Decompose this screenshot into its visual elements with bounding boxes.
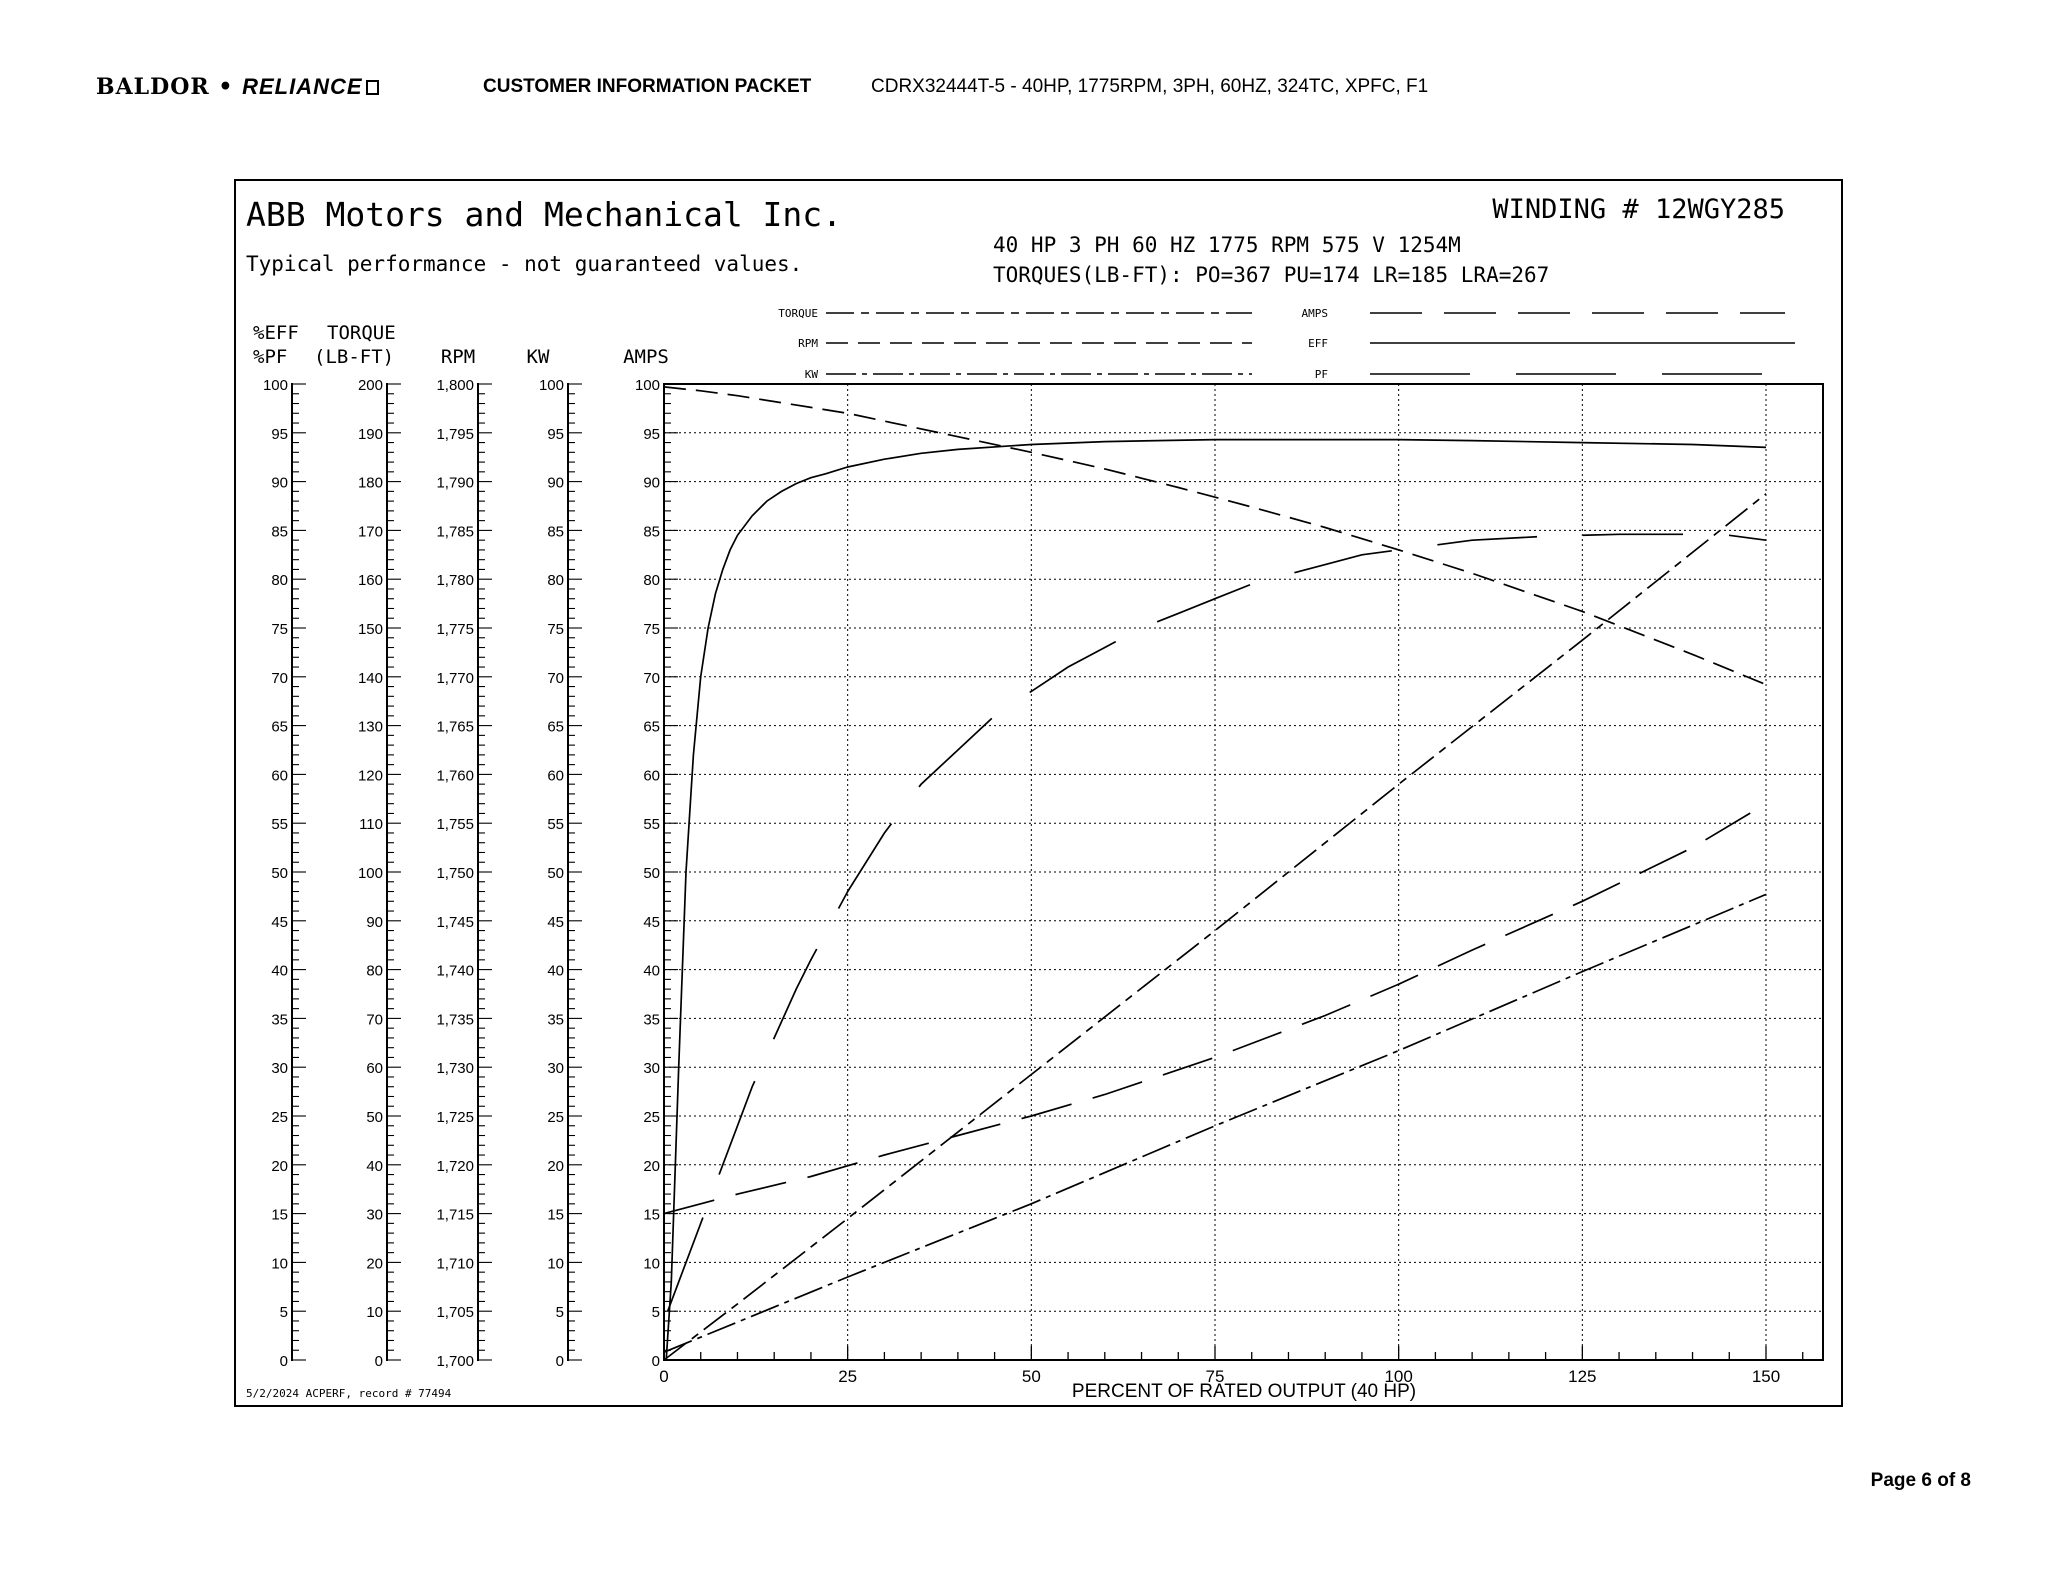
legend-label-pf: PF bbox=[1314, 368, 1328, 381]
x-tick-label: 75 bbox=[1205, 1367, 1225, 1386]
axis-3-tick-label: 1,700 bbox=[436, 1353, 474, 1370]
axis-2-tick-label: 140 bbox=[357, 669, 383, 687]
axis-3-tick-label: 1,755 bbox=[436, 816, 474, 834]
ratings-label: 40 HP 3 PH 60 HZ 1775 RPM 575 V 1254M bbox=[993, 233, 1461, 257]
axis-1-tick-label: 80 bbox=[271, 572, 288, 590]
axis-4-tick-label: 55 bbox=[547, 816, 564, 834]
kw-curve bbox=[664, 894, 1766, 1352]
axis-2-tick-label: 150 bbox=[357, 621, 383, 638]
axis-4-tick-label: 75 bbox=[547, 621, 564, 638]
axis-2-tick-label: 110 bbox=[359, 816, 383, 834]
x-tick-label: 125 bbox=[1568, 1367, 1597, 1386]
axis-2-tick-label: 180 bbox=[357, 474, 383, 492]
axis-4-tick-label: 60 bbox=[547, 767, 564, 785]
axis-3-tick-label: 1,705 bbox=[436, 1304, 474, 1322]
axis-1-tick-label: 30 bbox=[271, 1060, 288, 1078]
axis-2-tick-label: 200 bbox=[357, 377, 383, 394]
axis-1-tick-label: 50 bbox=[271, 865, 288, 882]
axis-4-tick-label: 5 bbox=[555, 1304, 564, 1322]
axis-3-tick-label: 1,760 bbox=[436, 767, 474, 785]
x-tick-label: 150 bbox=[1751, 1367, 1781, 1386]
axis-5-tick-label: 30 bbox=[643, 1060, 660, 1078]
axis-1-tick-label: 75 bbox=[271, 621, 288, 638]
x-axis-label: PERCENT OF RATED OUTPUT (40 HP) bbox=[1071, 1381, 1417, 1402]
axis-2-tick-label: 170 bbox=[357, 523, 383, 541]
torques-label: TORQUES(LB-FT): PO=367 PU=174 LR=185 LRA=267 bbox=[993, 263, 1550, 287]
axis-3-tick-label: 1,740 bbox=[436, 962, 474, 980]
axis-4-tick-label: 15 bbox=[547, 1206, 564, 1224]
axis-4-tick-label: 35 bbox=[547, 1011, 564, 1029]
axis-3-tick-label: 1,730 bbox=[436, 1060, 474, 1078]
axis-header-bottom: (LB-FT) bbox=[314, 346, 395, 368]
axis-4-tick-label: 50 bbox=[547, 865, 564, 882]
axis-header-bottom: KW bbox=[526, 346, 550, 368]
legend-label-amps: AMPS bbox=[1301, 307, 1328, 320]
axis-4-tick-label: 85 bbox=[547, 523, 564, 541]
x-tick-label: 50 bbox=[1021, 1367, 1041, 1386]
axis-3-tick-label: 1,745 bbox=[436, 913, 474, 931]
axis-1-tick-label: 45 bbox=[271, 913, 288, 931]
axis-3-tick-label: 1,765 bbox=[436, 718, 474, 736]
axis-2-tick-label: 50 bbox=[366, 1109, 383, 1126]
axis-4-tick-label: 70 bbox=[547, 669, 564, 687]
axis-5-tick-label: 0 bbox=[651, 1353, 660, 1370]
axis-3-tick-label: 1,710 bbox=[436, 1255, 474, 1273]
pf-curve bbox=[668, 534, 1766, 1311]
axis-4-tick-label: 65 bbox=[547, 718, 564, 736]
axis-5-tick-label: 45 bbox=[643, 913, 660, 931]
packet-title: CUSTOMER INFORMATION PACKET bbox=[483, 76, 812, 97]
axis-5-tick-label: 50 bbox=[643, 865, 660, 882]
axis-1-tick-label: 40 bbox=[271, 962, 288, 980]
axis-header-top: TORQUE bbox=[327, 322, 396, 344]
axis-5-tick-label: 35 bbox=[643, 1011, 660, 1029]
axis-1-tick-label: 95 bbox=[271, 425, 288, 443]
axis-1-tick-label: 5 bbox=[279, 1304, 288, 1322]
axis-3-tick-label: 1,800 bbox=[436, 377, 474, 394]
x-tick-label: 0 bbox=[659, 1367, 669, 1386]
axis-5-tick-label: 20 bbox=[643, 1157, 660, 1175]
axis-4-tick-label: 45 bbox=[547, 913, 564, 931]
axis-3-tick-label: 1,790 bbox=[436, 474, 474, 492]
axis-5-tick-label: 95 bbox=[643, 425, 660, 443]
axis-5-tick-label: 70 bbox=[643, 669, 660, 687]
axis-2-tick-label: 130 bbox=[357, 718, 383, 736]
axis-2-tick-label: 190 bbox=[357, 425, 383, 443]
axis-3-tick-label: 1,720 bbox=[436, 1157, 474, 1175]
axis-4-tick-label: 30 bbox=[547, 1060, 564, 1078]
axis-header-bottom: %PF bbox=[253, 346, 288, 368]
axis-4-tick-label: 40 bbox=[547, 962, 564, 980]
axis-1-tick-label: 15 bbox=[271, 1206, 288, 1224]
axis-1-tick-label: 100 bbox=[262, 377, 288, 394]
axis-2-tick-label: 10 bbox=[366, 1304, 383, 1322]
axis-header-top: %EFF bbox=[253, 322, 299, 344]
axis-3-tick-label: 1,775 bbox=[436, 621, 474, 638]
axis-4-tick-label: 20 bbox=[547, 1157, 564, 1175]
axis-3-tick-label: 1,735 bbox=[436, 1011, 474, 1029]
axis-5-tick-label: 60 bbox=[643, 767, 660, 785]
axis-5-tick-label: 25 bbox=[643, 1109, 660, 1126]
axis-4-tick-label: 10 bbox=[547, 1255, 564, 1273]
axis-2-tick-label: 40 bbox=[366, 1157, 383, 1175]
winding-label: WINDING # 12WGY285 bbox=[1492, 194, 1785, 225]
axis-1-tick-label: 55 bbox=[271, 816, 288, 834]
axis-1-tick-label: 0 bbox=[279, 1353, 288, 1370]
axis-3-tick-label: 1,795 bbox=[436, 425, 474, 443]
axis-5-tick-label: 10 bbox=[643, 1255, 660, 1273]
axis-3-tick-label: 1,750 bbox=[436, 865, 474, 882]
axis-1-tick-label: 90 bbox=[271, 474, 288, 492]
axis-5-tick-label: 90 bbox=[643, 474, 660, 492]
axis-header-bottom: RPM bbox=[440, 346, 476, 368]
axis-4-tick-label: 25 bbox=[547, 1109, 564, 1126]
axis-5-tick-label: 5 bbox=[651, 1304, 660, 1322]
legend-label-rpm: RPM bbox=[798, 337, 818, 350]
x-tick-label: 100 bbox=[1384, 1367, 1413, 1386]
eff-curve bbox=[666, 440, 1766, 1360]
axis-5-tick-label: 85 bbox=[643, 523, 660, 541]
legend-label-kw: KW bbox=[804, 368, 818, 381]
axis-3-tick-label: 1,770 bbox=[436, 669, 474, 687]
axis-5-tick-label: 40 bbox=[643, 962, 660, 980]
axis-5-tick-label: 80 bbox=[643, 572, 660, 590]
product-subtitle: CDRX32444T-5 - 40HP, 1775RPM, 3PH, 60HZ, 324TC, XPFC, F1 bbox=[871, 76, 1429, 97]
axis-5-tick-label: 75 bbox=[643, 621, 660, 638]
axis-2-tick-label: 120 bbox=[357, 767, 383, 785]
axis-3-tick-label: 1,785 bbox=[436, 523, 474, 541]
legend-label-torque: TORQUE bbox=[778, 307, 818, 320]
axis-2-tick-label: 90 bbox=[366, 913, 383, 931]
axis-1-tick-label: 85 bbox=[271, 523, 288, 541]
axis-2-tick-label: 0 bbox=[374, 1353, 383, 1370]
page-number: Page 6 of 8 bbox=[1870, 1470, 1971, 1491]
axis-4-tick-label: 95 bbox=[547, 425, 564, 443]
axis-3-tick-label: 1,715 bbox=[436, 1206, 474, 1224]
axis-2-tick-label: 60 bbox=[366, 1060, 383, 1078]
axis-1-tick-label: 60 bbox=[271, 767, 288, 785]
x-tick-label: 25 bbox=[838, 1367, 858, 1386]
axis-5-tick-label: 65 bbox=[643, 718, 660, 736]
axis-4-tick-label: 90 bbox=[547, 474, 564, 492]
axis-2-tick-label: 70 bbox=[366, 1011, 383, 1029]
chart-subtitle: Typical performance - not guaranteed values. bbox=[246, 252, 803, 276]
axis-5-tick-label: 100 bbox=[634, 377, 660, 394]
axis-2-tick-label: 30 bbox=[366, 1206, 383, 1224]
chart-title: ABB Motors and Mechanical Inc. bbox=[246, 195, 843, 234]
axis-2-tick-label: 80 bbox=[366, 962, 383, 980]
axis-2-tick-label: 160 bbox=[357, 572, 383, 590]
axis-3-tick-label: 1,725 bbox=[436, 1109, 474, 1126]
axis-1-tick-label: 65 bbox=[271, 718, 288, 736]
axis-4-tick-label: 100 bbox=[538, 377, 564, 394]
axis-1-tick-label: 20 bbox=[271, 1157, 288, 1175]
axis-1-tick-label: 25 bbox=[271, 1109, 288, 1126]
axis-2-tick-label: 100 bbox=[357, 865, 383, 882]
axis-1-tick-label: 10 bbox=[271, 1255, 288, 1273]
axis-5-tick-label: 15 bbox=[643, 1206, 660, 1224]
axis-4-tick-label: 0 bbox=[555, 1353, 564, 1370]
axis-5-tick-label: 55 bbox=[643, 816, 660, 834]
axis-4-tick-label: 80 bbox=[547, 572, 564, 590]
axis-3-tick-label: 1,780 bbox=[436, 572, 474, 590]
axis-1-tick-label: 70 bbox=[271, 669, 288, 687]
legend-label-eff: EFF bbox=[1308, 337, 1328, 350]
brand-logo: BALDOR • RELIANCE bbox=[96, 74, 379, 100]
axis-2-tick-label: 20 bbox=[366, 1255, 383, 1273]
chart-frame bbox=[235, 180, 1842, 1406]
record-note: 5/2/2024 ACPERF, record # 77494 bbox=[246, 1387, 452, 1400]
axis-header-bottom: AMPS bbox=[623, 346, 669, 368]
axis-1-tick-label: 35 bbox=[271, 1011, 288, 1029]
